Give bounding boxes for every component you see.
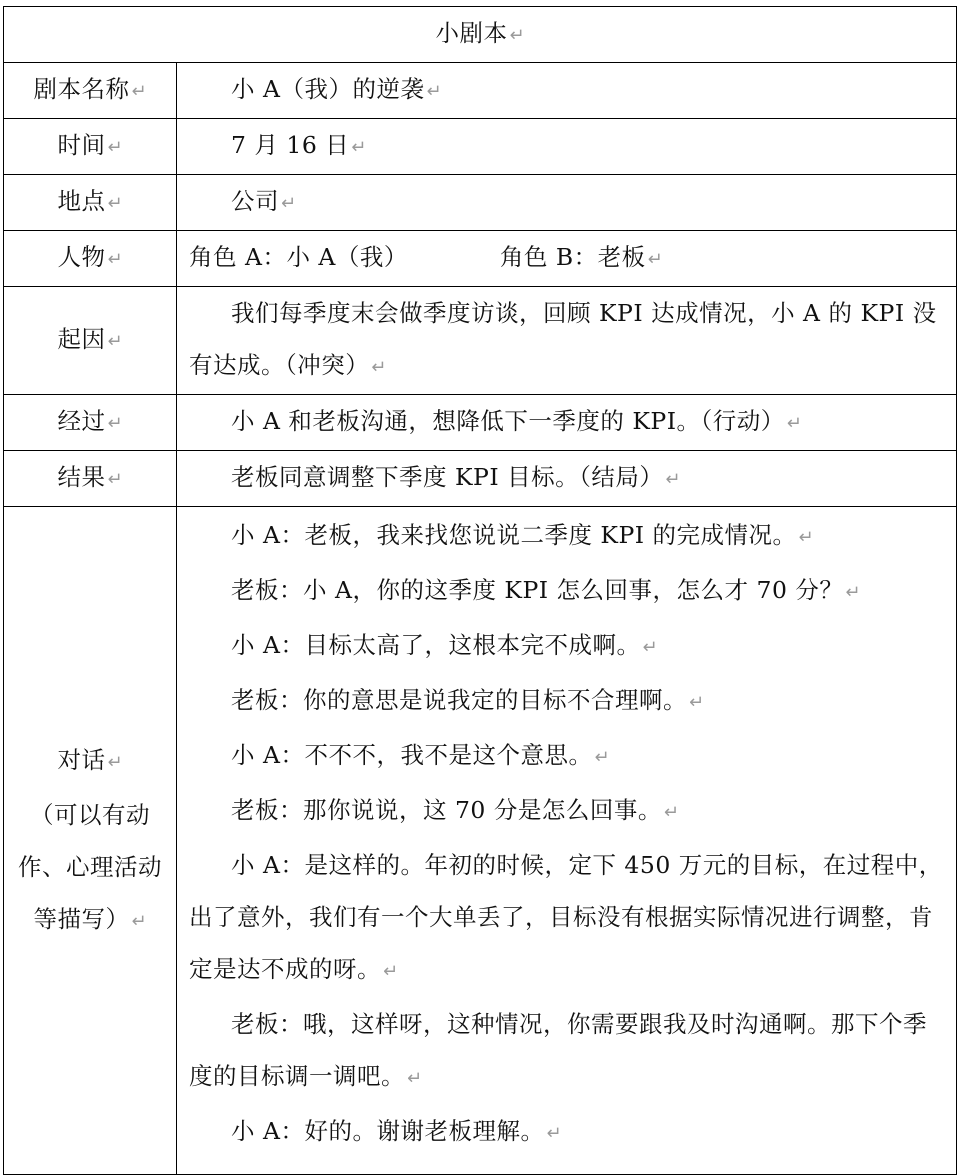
return-mark-icon: ↵ [107,137,123,158]
dialogue-label-line [4,893,176,948]
dialogue-label-line: 对话 [57,745,106,774]
return-mark-icon: ↵ [351,137,367,158]
dialogue-label [4,507,177,1175]
return-mark-icon: ↵ [107,193,123,214]
title-text: 小剧本 [435,19,508,47]
time-label [4,119,177,175]
dialogue-line [189,509,946,564]
dialogue-line-text: 老板：那你说说，这 70 分是怎么回事。 [231,796,662,824]
dialogue-line [189,729,946,784]
characters-value [177,231,957,287]
characters-label-text: 人物 [57,243,106,271]
result-value [177,451,957,507]
place-label-text: 地点 [57,187,106,215]
dialogue-line [189,1105,946,1160]
dialogue-line [189,784,946,839]
name-value-text: 小 A（我）的逆袭 [231,75,425,103]
return-mark-icon: ↵ [107,331,123,352]
dialogue-line [189,564,946,619]
dialogue-line-text: 小 A：目标太高了，这根本完不成啊。 [231,631,641,659]
dialogue-line-text: 小 A：不不不，我不是这个意思。 [231,741,593,769]
row-cause [4,287,957,395]
cause-value [177,287,957,395]
return-mark-icon: ↵ [107,751,123,773]
dialogue-line-text: 小 A：是这样的。年初的时候，定下 450 万元的目标，在过程中，出了意外，我们有一个大单丢了，目标没有根据实际情况进行调整，肯定是达不成的呀。 [189,851,943,983]
row-result [4,451,957,507]
return-mark-icon: ↵ [647,249,663,270]
return-mark-icon: ↵ [689,692,705,713]
return-mark-icon: ↵ [371,357,387,378]
process-value-text: 小 A 和老板沟通，想降低下一季度的 KPI。（行动） [231,407,785,435]
dialogue-line-text: 小 A：老板，我来找您说说二季度 KPI 的完成情况。 [231,521,797,549]
name-label-text: 剧本名称 [33,75,130,103]
row-time [4,119,957,175]
return-mark-icon: ↵ [131,81,147,102]
return-mark-icon: ↵ [509,25,525,46]
dialogue-line [189,619,946,674]
dialogue-line [189,674,946,729]
row-place [4,175,957,231]
row-dialogue [4,507,957,1175]
process-label [4,395,177,451]
row-name [4,63,957,119]
return-mark-icon: ↵ [107,249,123,270]
return-mark-icon: ↵ [786,413,802,434]
dialogue-line-text: 小 A：好的。谢谢老板理解。 [231,1117,545,1145]
return-mark-icon: ↵ [426,81,442,102]
return-mark-icon: ↵ [281,193,297,214]
dialogue-line-text: 老板：小 A，你的这季度 KPI 怎么回事，怎么才 70 分？ [231,576,844,604]
place-label [4,175,177,231]
return-mark-icon: ↵ [663,802,679,823]
name-label [4,63,177,119]
time-value [177,119,957,175]
place-value-text: 公司 [231,187,279,215]
dialogue-label-line: （可以有动 [30,800,150,829]
return-mark-icon: ↵ [131,910,147,932]
process-value [177,395,957,451]
time-value-text: 7 月 16 日 [231,131,350,159]
cause-label [4,287,177,395]
role-b-text: 角色 B：老板 [499,243,646,271]
title-row [4,7,957,63]
process-label-text: 经过 [57,407,106,435]
script-document [3,6,956,1175]
name-value [177,63,957,119]
dialogue-line-text: 老板：你的意思是说我定的目标不合理啊。 [231,686,687,714]
dialogue-label-line: 作、心理活动 [18,852,162,881]
return-mark-icon: ↵ [845,582,861,603]
return-mark-icon: ↵ [798,527,814,548]
row-characters [4,231,957,287]
return-mark-icon: ↵ [594,747,610,768]
return-mark-icon: ↵ [407,1068,423,1089]
role-a-text: 角色 A：小 A（我） [189,243,408,271]
cause-label-text: 起因 [57,325,106,353]
time-label-text: 时间 [57,131,106,159]
return-mark-icon: ↵ [107,413,123,434]
dialogue-line [189,998,946,1105]
result-label [4,451,177,507]
return-mark-icon: ↵ [642,637,658,658]
return-mark-icon: ↵ [383,961,399,982]
return-mark-icon: ↵ [546,1123,562,1144]
dialogue-line-text: 老板：哦，这样呀，这种情况，你需要跟我及时沟通啊。那下个季度的目标调一调吧。 [189,1010,927,1090]
place-value [177,175,957,231]
row-process [4,395,957,451]
table-title [4,7,957,63]
cause-value-text: 我们每季度末会做季度访谈，回顾 KPI 达成情况，小 A 的 KPI 没有达成。（冲突） [189,299,937,379]
dialogue-value [177,507,957,1175]
script-table [3,6,957,1175]
return-mark-icon: ↵ [665,469,681,490]
result-value-text: 老板同意调整下季度 KPI 目标。（结局） [231,463,664,491]
dialogue-label-line-text: 等描写） [33,904,130,933]
dialogue-line [189,839,946,998]
characters-label [4,231,177,287]
return-mark-icon: ↵ [107,469,123,490]
result-label-text: 结果 [57,463,106,491]
